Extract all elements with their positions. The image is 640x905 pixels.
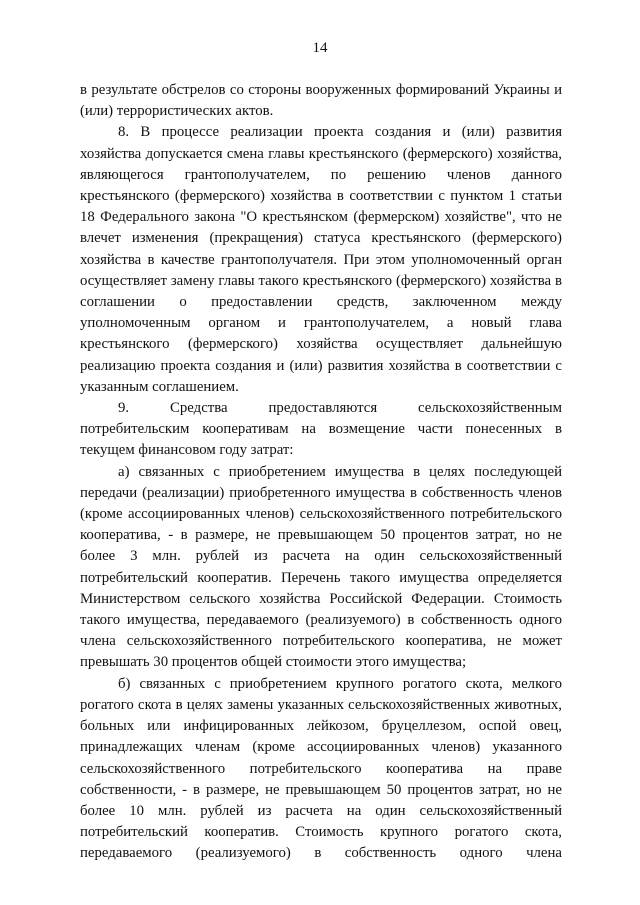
page-number: 14 [312,40,328,56]
paragraph-9: 9. Средства предоставляются сельскохозяйственным потребительским кооперативам на возмещение части понесенных в текущем финансовом году затрат: [80,400,562,459]
subparagraph-a: а) связанных с приобретением имущества в целях последующей передачи (реализации) приобретенного имущества в собственность членов (кроме ассоциированных членов) сельскохозяйственного потребительского кооператива, - в размере, не превышающем 50 процентов затрат, но не более 3 млн. рублей из расчета на один сельскохозяйственный потребительский кооператив. Перечень такого имущества определяется Министерством сельского хозяйства Российской Федерации. Стоимость такого имущества, передаваемого (реализуемого) в собственность одного члена сельскохозяйственного потребительского кооператива, не может превышать 30 процентов общей стоимости этого имущества; [80,463,562,671]
paragraph-continuation: в результате обстрелов со стороны вооруженных формирований Украины и (или) террористических актов. [80,82,562,120]
subparagraph-b: б) связанных с приобретением крупного рогатого скота, мелкого рогатого скота в целях замены указанных сельскохозяйственных животных, больных или инфицированных лейкозом, бруцеллезом, оспой овец, принадлежащих членам (кроме ассоциированных членов) указанного сельскохозяйственного потребительского кооператива на праве собственности, - в размере, не превышающем 50 процентов затрат, но не более 10 млн. рублей из расчета на один сельскохозяйственный потребительский кооператив. Стоимость крупного рогатого скота, передаваемого (реализуемого) в собственность одного члена [80,675,562,862]
document-body [80,80,562,865]
paragraph-8: 8. В процессе реализации проекта создания и (или) развития хозяйства допускается смена главы крестьянского (фермерского) хозяйства, являющегося грантополучателем, по решению членов данного крестьянского (фермерского) хозяйства в соответствии с пунктом 1 статьи 18 Федерального закона "О крестьянском (фермерском) хозяйстве", что не влечет изменения (прекращения) статуса крестьянского (фермерского) хозяйства в качестве грантополучателя. При этом уполномоченный орган осуществляет замену главы такого крестьянского (фермерского) хозяйства в соглашении о предоставлении средств, заключенном между уполномоченным органом и грантополучателем, а новый глава крестьянского (фермерского) хозяйства осуществляет дальнейшую реализацию проекта создания и (или) развития хозяйства в соответствии с указанным соглашением. [80,124,562,395]
